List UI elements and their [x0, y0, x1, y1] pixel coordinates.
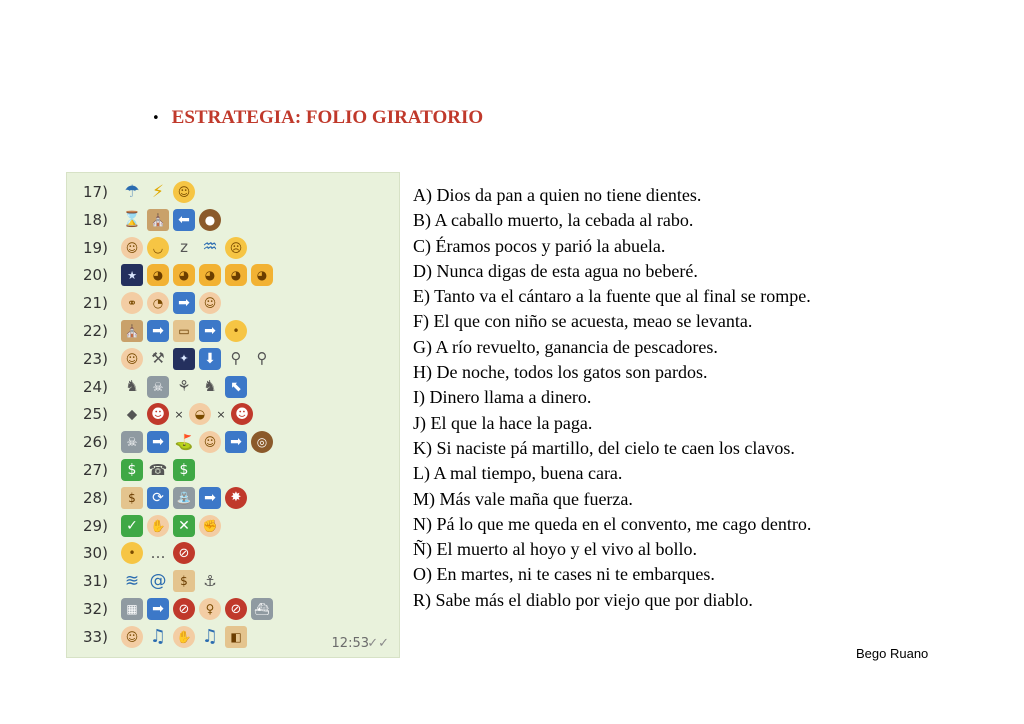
row-number: 25) [83, 405, 108, 424]
cat-face-icon: ◕ [225, 264, 247, 286]
row-number: 18) [83, 210, 108, 229]
sweat-drops-icon: ♒ [202, 237, 218, 258]
emoji-sequence [121, 403, 253, 425]
dollar-banknote-icon: $ [173, 459, 195, 481]
saying-item: L) A mal tiempo, buena cara. [413, 463, 623, 484]
emoji-row [83, 235, 247, 261]
prohibited-icon: ⊘ [173, 598, 195, 620]
section-heading [152, 107, 483, 129]
saying-item: Ñ) El muerto al hoyo y el vivo al bollo. [413, 539, 697, 560]
fishing-icon: ⚓ [203, 571, 217, 590]
person-raising-hand-icon: ✋ [147, 515, 169, 537]
milky-way-icon: ✦ [173, 348, 195, 370]
row-number: 30) [83, 544, 108, 563]
fearful-face-icon: ☹ [225, 237, 247, 259]
row-number: 20) [83, 266, 108, 285]
saying-item: D) Nunca digas de esta agua no beberé. [413, 260, 698, 281]
calendar-icon: ▦ [121, 598, 143, 620]
sayings-list [413, 183, 811, 613]
no-mouth-face-icon: • [121, 542, 143, 564]
prohibited-icon: ⊘ [225, 598, 247, 620]
author-name: Bego Ruano [856, 646, 929, 661]
emoji-sequence [121, 264, 273, 286]
emoji-sequence [121, 598, 273, 620]
right-arrow-icon: ➡ [225, 431, 247, 453]
cat-face-icon: ◕ [173, 264, 195, 286]
bullet-icon: • [152, 110, 160, 126]
row-number: 28) [83, 488, 108, 507]
horse-racing-icon: ♞ [203, 377, 217, 396]
couple-icon: ⚭ [121, 292, 143, 314]
message-time: 12:53 [331, 636, 369, 651]
right-arrow-icon: ➡ [199, 320, 221, 342]
emoji-sequence [121, 487, 247, 509]
row-number: 27) [83, 461, 108, 479]
emoji-row [83, 179, 195, 205]
person-raising-hand-icon: ✋ [173, 626, 195, 648]
skull-icon: ☠ [147, 376, 169, 398]
church-icon: ⛪ [147, 209, 169, 231]
ogre-icon: ☻ [147, 403, 169, 425]
emoji-sequence [121, 376, 247, 398]
cat-face-icon: ◕ [199, 264, 221, 286]
right-arrow-icon: ➡ [147, 431, 169, 453]
cyclone-icon: @ [149, 570, 167, 591]
pushpin-icon: ⚲ [230, 349, 242, 368]
dollar-banknote-icon: $ [121, 459, 143, 481]
emoji-row [83, 540, 195, 566]
saying-item: O) En martes, ni te cases ni te embarques. [413, 564, 715, 585]
saying-item: M) Más vale maña que fuerza. [413, 488, 633, 509]
cat-face-icon: ◕ [251, 264, 273, 286]
collision-icon: ✸ [225, 487, 247, 509]
row-number: 26) [83, 433, 108, 452]
emoji-row [83, 457, 195, 483]
grinning-face-icon: ☺ [173, 181, 195, 203]
telephone-icon: ☎ [148, 460, 168, 479]
saying-item: E) Tanto va el cántaro a la fuente que al final se rompe. [413, 286, 811, 307]
emoji-row [83, 624, 247, 650]
emoji-row [83, 401, 253, 427]
right-arrow-icon: ➡ [199, 487, 221, 509]
night-city-icon: ★ [121, 264, 143, 286]
emoji-sequence [121, 515, 221, 537]
bread-icon: ▭ [173, 320, 195, 342]
saying-item: N) Pá lo que me queda en el convento, me cago dentro. [413, 513, 812, 534]
emoji-sequence [121, 459, 195, 481]
cross-mark-icon: ✕ [173, 515, 195, 537]
hammer-icon: ⚒ [151, 349, 165, 368]
saying-item: F) El que con niño se acuesta, meao se levanta. [413, 311, 753, 332]
golf-hole-icon: ⛳ [174, 432, 194, 451]
emoji-row [83, 318, 247, 344]
emoji-sequence [121, 209, 221, 231]
ship-icon: ⛴ [251, 598, 273, 620]
saying-item: I) Dinero llama a dinero. [413, 387, 592, 408]
emoji-sequence [121, 292, 221, 314]
emoji-sequence [121, 348, 273, 370]
emoji-sequence [121, 542, 195, 564]
saying-item: K) Si naciste pá martillo, del cielo te caen los clavos. [413, 437, 795, 458]
read-ticks-icon: ✓✓ [367, 636, 389, 651]
hourglass-icon: ⌛ [122, 210, 142, 229]
emoji-row [83, 207, 221, 233]
old-man-icon: ◒ [189, 403, 211, 425]
emoji-sequence [121, 431, 273, 453]
emoji-sequence [121, 237, 247, 259]
down-arrow-icon: ⬇ [199, 348, 221, 370]
saying-item: B) A caballo muerto, la cebada al rabo. [413, 210, 694, 231]
cat-face-icon: ◕ [147, 264, 169, 286]
row-number: 33) [83, 627, 108, 646]
emoji-row [83, 485, 247, 511]
baby-face-icon: ☺ [199, 292, 221, 314]
doughnut-icon: ◎ [251, 431, 273, 453]
row-number: 17) [83, 183, 108, 201]
grandmother-icon: ◔ [147, 292, 169, 314]
repeat-icon: ⟳ [147, 487, 169, 509]
man-icon: ☺ [121, 626, 143, 648]
graduation-cap-icon: ⬥ [126, 404, 138, 423]
row-number: 21) [83, 294, 108, 313]
umbrella-rain-icon: ☂ [124, 181, 140, 202]
baby-face-icon: ☺ [121, 237, 143, 259]
skull-icon: ☠ [121, 431, 143, 453]
row-number: 31) [83, 572, 108, 591]
saying-item: H) De noche, todos los gatos son pardos. [413, 362, 708, 383]
right-arrow-icon: ➡ [147, 598, 169, 620]
rice-plant-icon: ⚘ [177, 377, 191, 396]
bread-roll-icon: ◧ [225, 626, 247, 648]
pushpin-icon: ⚲ [256, 349, 268, 368]
saying-item: A) Dios da pan a quien no tiene dientes. [413, 185, 702, 205]
emoji-sequence [121, 320, 247, 342]
row-number: 32) [83, 600, 108, 618]
fountain-icon: ⛲ [173, 487, 195, 509]
water-wave-icon: ≋ [124, 570, 140, 591]
heading-title: ESTRATEGIA: FOLIO GIRATORIO [171, 107, 484, 128]
emoji-row [83, 513, 221, 539]
horse-racing-icon: ♞ [125, 377, 139, 396]
ogre-icon: ☻ [231, 403, 253, 425]
emoji-sequence [121, 570, 221, 592]
bride-icon: ♀ [199, 598, 221, 620]
money-bag-icon: $ [121, 487, 143, 509]
no-mouth-face-icon: • [225, 320, 247, 342]
emoji-sequence [121, 181, 195, 203]
row-number: 22) [83, 322, 108, 340]
multiply-icon: × [174, 407, 184, 421]
emoji-row [83, 568, 221, 594]
poop-icon: ● [199, 209, 221, 231]
money-bag-icon: $ [173, 570, 195, 592]
right-arrow-icon: ➡ [173, 292, 195, 314]
row-number: 24) [83, 377, 108, 396]
saying-item: C) Éramos pocos y parió la abuela. [413, 235, 666, 256]
baby-face-icon: ☺ [121, 348, 143, 370]
man-icon: ☺ [199, 431, 221, 453]
emoji-row [83, 596, 273, 622]
right-arrow-icon: ➡ [147, 320, 169, 342]
flexed-biceps-icon: ✊ [199, 515, 221, 537]
zzz-icon: z [180, 238, 188, 257]
emoji-row [83, 346, 273, 372]
saying-item: J) El que la hace la paga. [413, 412, 593, 433]
relieved-face-icon: ◡ [147, 237, 169, 259]
up-left-arrow-icon: ⬉ [225, 376, 247, 398]
no-smoking-icon: ⊘ [173, 542, 195, 564]
emoji-puzzle-screenshot [66, 172, 400, 658]
row-number: 29) [83, 516, 108, 535]
row-number: 19) [83, 238, 108, 257]
emoji-row [83, 429, 273, 455]
lightning-icon: ⚡ [152, 181, 164, 202]
saying-item: G) A río revuelto, ganancia de pescadores. [413, 336, 718, 357]
emoji-row [83, 374, 247, 400]
emoji-row [83, 290, 221, 316]
left-arrow-icon: ⬅ [173, 209, 195, 231]
speech-bubble-icon: … [150, 543, 166, 562]
row-number: 23) [83, 349, 108, 368]
saying-item: R) Sabe más el diablo por viejo que por diablo. [413, 589, 753, 610]
musical-note-icon: ♫ [149, 625, 167, 647]
musical-note-icon: ♫ [201, 625, 219, 647]
emoji-sequence [121, 626, 247, 648]
emoji-row [83, 262, 273, 288]
church-icon: ⛪ [121, 320, 143, 342]
check-mark-icon: ✓ [121, 515, 143, 537]
multiply-icon: × [216, 407, 226, 421]
